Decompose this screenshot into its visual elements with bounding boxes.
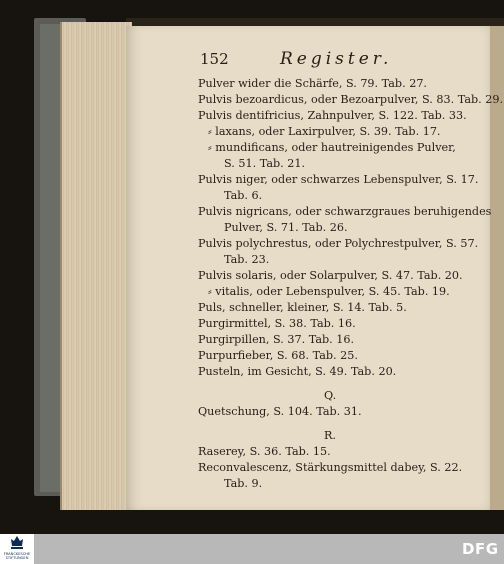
register-entry: Pulvis niger, oder schwarzes Lebenspulver, S. 17. <box>198 173 479 186</box>
register-entry: Pulvis polychrestus, oder Polychrestpulver, S. 57. <box>198 237 479 250</box>
register-entry: Quetschung, S. 104. Tab. 31. <box>198 405 362 418</box>
register-entry: Raserey, S. 36. Tab. 15. <box>198 445 331 458</box>
register-entry: Purgirmittel, S. 38. Tab. 16. <box>198 317 356 330</box>
logo-text: FRANCKESCHE STIFTUNGEN <box>3 552 31 560</box>
page-number: 152 <box>200 50 229 68</box>
institution-emblem-icon <box>9 536 25 549</box>
page-stack <box>60 22 132 510</box>
section-letter-q: Q. <box>324 389 337 402</box>
register-entry: Pulvis dentifricius, Zahnpulver, S. 122. Tab. 33. <box>198 109 467 122</box>
section-letter-r: R. <box>324 429 336 442</box>
register-entry: Pusteln, im Gesicht, S. 49. Tab. 20. <box>198 365 397 378</box>
franckesche-stiftungen-logo <box>0 534 34 564</box>
running-title: Register. <box>280 49 393 69</box>
register-entry-continuation: Tab. 9. <box>224 477 263 490</box>
register-entry: Pulver wider die Schärfe, S. 79. Tab. 27. <box>198 77 427 90</box>
register-entry: Pulvis bezoardicus, oder Bezoarpulver, S. 83. Tab. 29. <box>198 93 504 106</box>
register-entry: Purgirpillen, S. 37. Tab. 16. <box>198 333 355 346</box>
register-entry: ⸗ vitalis, oder Lebenspulver, S. 45. Tab. 19. <box>208 285 450 298</box>
dfg-logo: DFG <box>462 540 499 558</box>
register-entry: Puls, schneller, kleiner, S. 14. Tab. 5. <box>198 301 407 314</box>
viewer-footer-bar <box>0 534 504 564</box>
register-entry: Purpurfieber, S. 68. Tab. 25. <box>198 349 358 362</box>
register-entry: Reconvalescenz, Stärkungsmittel dabey, S. 22. <box>198 461 463 474</box>
register-entry-continuation: S. 51. Tab. 21. <box>224 157 306 170</box>
page-header <box>200 50 470 72</box>
register-entry: Pulvis solaris, oder Solarpulver, S. 47. Tab. 20. <box>198 269 463 282</box>
register-entry-continuation: Tab. 6. <box>224 189 263 202</box>
register-entry: ⸗ laxans, oder Laxirpulver, S. 39. Tab. 17. <box>208 125 441 138</box>
register-entry-continuation: Pulver, S. 71. Tab. 26. <box>224 221 348 234</box>
register-entry: ⸗ mundificans, oder hautreinigendes Pulver, <box>208 141 456 154</box>
register-entry-continuation: Tab. 23. <box>224 253 270 266</box>
register-entry: Pulvis nigricans, oder schwarzgraues beruhigendes <box>198 205 492 218</box>
